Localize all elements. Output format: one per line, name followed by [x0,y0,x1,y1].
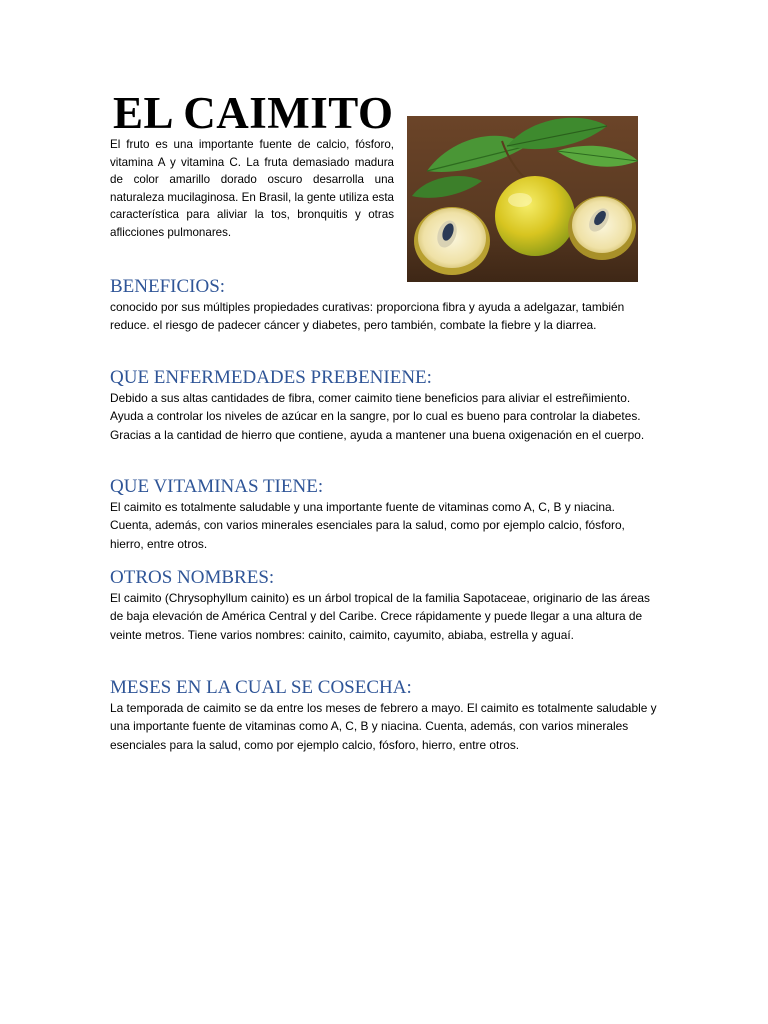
section-heading: BENEFICIOS: [110,276,226,297]
section-heading: QUE VITAMINAS TIENE: [110,476,324,497]
section-otros-nombres [110,567,658,644]
section-body: Debido a sus altas cantidades de fibra, comer caimito tiene beneficios para aliviar el estreñimiento. Ayuda a controlar los niveles de azúcar en la sangre, por lo cual es bueno para controlar la diabetes. Gracias a la cantidad de hierro que contiene, ayuda a mantener una buena oxigenación en el cuerpo. [110,391,645,442]
caimito-fruit-photo [407,116,638,282]
section-heading: OTROS NOMBRES: [110,567,275,588]
section-body: conocido por sus múltiples propiedades curativas: proporciona fibra y ayuda a adelgazar, también reduce. el riesgo de padecer cáncer y diabetes, pero también, combate la fiebre y la diarrea. [110,300,625,333]
section-heading: MESES EN LA CUAL SE COSECHA: [110,677,412,698]
section-enfermedades [110,367,658,444]
section-vitaminas [110,476,658,553]
section-body: El caimito es totalmente saludable y una importante fuente de vitaminas como A, C, B y niacina. Cuenta, además, con varios minerales esenciales para la salud, como por ejemplo calcio, fósforo, hierro, entre otros. [110,500,625,551]
section-body: La temporada de caimito se da entre los meses de febrero a mayo. El caimito es totalmente saludable y una importante fuente de vitaminas como A, C, B y niacina. Cuenta, además, con varios minerales esenciales para la salud, como por ejemplo calcio, fósforo, hierro, entre otros. [110,701,657,752]
section-beneficios [110,276,658,335]
document-title: EL CAIMITO [113,88,394,138]
section-body: El caimito (Chrysophyllum cainito) es un árbol tropical de la familia Sapotaceae, originario de las áreas de baja elevación de América Central y del Caribe. Crece rápidamente y puede llegar a una altura de veinte metros. Tiene varios nombres: cainito, caimito, cayumito, abiaba, estrella y aguaí. [110,591,650,642]
intro-paragraph: El fruto es una importante fuente de calcio, fósforo, vitamina A y vitamina C. La fruta demasiado madura de color amarillo dorado oscuro desarrolla una naturaleza mucilaginosa. En Brasil, la gente utiliza esta característica para aliviar la tos, bronquitis y otras aflicciones pulmonares. [110,138,394,239]
section-meses-cosecha [110,677,658,754]
section-heading: QUE ENFERMEDADES PREBENIENE: [110,367,432,388]
